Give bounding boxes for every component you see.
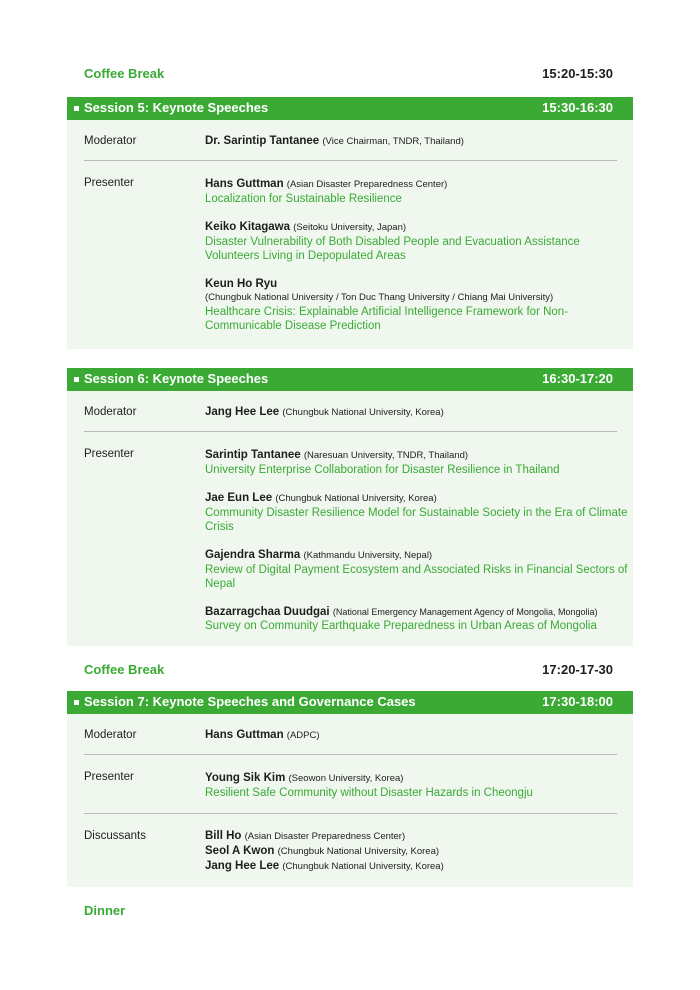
talk-title: University Enterprise Collaboration for Disaster Resilience in Thailand [205, 464, 560, 476]
presenter-entry [205, 771, 620, 800]
moderator [205, 134, 620, 149]
session-title: Session 5: Keynote Speeches [84, 100, 269, 115]
presenter-affiliation: (Naresuan University, TNDR, Thailand) [303, 450, 469, 461]
discussant-list [205, 829, 620, 874]
presenter-name: Keiko Kitagawa [205, 221, 290, 233]
discussants-label: Discussants [84, 830, 146, 842]
presenter-affiliation: (Seowon University, Korea) [288, 773, 404, 784]
session-time: 15:30-16:30 [542, 100, 613, 115]
moderator-name: Jang Hee Lee [205, 406, 280, 418]
presenter-name: Sarintip Tantanee [205, 449, 301, 461]
talk-title: Disaster Vulnerability of Both Disabled People and Evacuation Assistance Volunteers Living in Depopulated Areas [205, 236, 580, 262]
discussant-name: Bill Ho [205, 830, 242, 842]
dinner-row [67, 901, 633, 923]
discussant-name: Seol A Kwon [205, 845, 275, 857]
presenter-name: Hans Guttman [205, 178, 284, 190]
discussant-name: Jang Hee Lee [205, 860, 280, 872]
presenter-name: Bazarragchaa Duudgai [205, 606, 330, 618]
presenter-entry [205, 491, 630, 534]
presenter-name: Jae Eun Lee [205, 492, 273, 504]
session-7 [67, 691, 633, 887]
presenter-affiliation: (Kathmandu University, Nepal) [303, 550, 433, 561]
discussant-entry [205, 859, 620, 874]
presenter-name: Gajendra Sharma [205, 549, 301, 561]
break-time: 15:20-15:30 [542, 66, 613, 81]
presenter-label: Presenter [84, 448, 134, 460]
moderator-label: Moderator [84, 729, 137, 741]
break-label: Coffee Break [84, 66, 165, 81]
divider [84, 160, 617, 161]
talk-title: Resilient Safe Community without Disaster Hazards in Cheongju [205, 787, 533, 799]
talk-title: Community Disaster Resilience Model for Sustainable Society in the Era of Climate Crisis [205, 507, 628, 533]
session-header [67, 368, 633, 391]
coffee-break-2 [67, 660, 633, 682]
bullet-icon [74, 377, 79, 382]
moderator [205, 405, 620, 420]
dinner-label: Dinner [84, 903, 126, 918]
presenter-entry [205, 277, 620, 333]
session-5 [67, 97, 633, 349]
divider [84, 813, 617, 814]
divider [84, 754, 617, 755]
session-time: 17:30-18:00 [542, 694, 613, 709]
presenter-label: Presenter [84, 177, 134, 189]
session-title: Session 7: Keynote Speeches and Governance Cases [84, 694, 416, 709]
talk-title: Localization for Sustainable Resilience [205, 193, 402, 205]
discussant-affiliation: (Chungbuk National University, Korea) [282, 861, 444, 872]
presenter-entry [205, 605, 630, 633]
discussant-affiliation: (Asian Disaster Preparedness Center) [244, 831, 406, 842]
moderator-affiliation: (Chungbuk National University, Korea) [282, 407, 444, 418]
session-title: Session 6: Keynote Speeches [84, 371, 269, 386]
talk-title: Healthcare Crisis: Explainable Artificial Intelligence Framework for Non-Communicable Disease Prediction [205, 306, 569, 332]
presenter-affiliation: (Chungbuk National University / Ton Duc Thang University / Chiang Mai University) [205, 292, 554, 303]
talk-title: Survey on Community Earthquake Preparedness in Urban Areas of Mongolia [205, 620, 597, 632]
coffee-break-1 [67, 64, 633, 86]
talk-title: Review of Digital Payment Ecosystem and Associated Risks in Financial Sectors of Nepal [205, 564, 628, 590]
break-time: 17:20-17-30 [542, 662, 613, 677]
bullet-icon [74, 106, 79, 111]
moderator-name: Hans Guttman [205, 729, 284, 741]
session-header [67, 97, 633, 120]
moderator-affiliation: (ADPC) [286, 730, 320, 741]
session-6 [67, 368, 633, 646]
presenter-entry [205, 177, 620, 206]
discussant-affiliation: (Chungbuk National University, Korea) [277, 846, 440, 857]
presenter-name: Keun Ho Ryu [205, 278, 278, 290]
moderator-label: Moderator [84, 135, 137, 147]
presenter-affiliation: (Seitoku University, Japan) [293, 222, 407, 233]
session-time: 16:30-17:20 [542, 371, 613, 386]
presenter-affiliation: (Chungbuk National University, Korea) [275, 493, 437, 504]
moderator [205, 728, 620, 743]
presenter-list [205, 771, 620, 800]
divider [84, 431, 617, 432]
break-label: Coffee Break [84, 662, 165, 677]
presenter-label: Presenter [84, 771, 134, 783]
presenter-entry [205, 548, 630, 591]
presenter-affiliation: (Asian Disaster Preparedness Center) [286, 179, 448, 190]
presenter-name: Young Sik Kim [205, 772, 286, 784]
presenter-list [205, 448, 630, 633]
discussant-entry [205, 829, 620, 844]
bullet-icon [74, 700, 79, 705]
moderator-affiliation: (Vice Chairman, TNDR, Thailand) [322, 136, 464, 147]
moderator-label: Moderator [84, 406, 137, 418]
presenter-entry [205, 448, 630, 477]
discussant-entry [205, 844, 620, 859]
moderator-name: Dr. Sarintip Tantanee [205, 135, 320, 147]
presenter-affiliation: (National Emergency Management Agency of Mongolia, Mongolia) [332, 607, 598, 617]
presenter-entry [205, 220, 620, 263]
session-header [67, 691, 633, 714]
presenter-list [205, 177, 620, 333]
